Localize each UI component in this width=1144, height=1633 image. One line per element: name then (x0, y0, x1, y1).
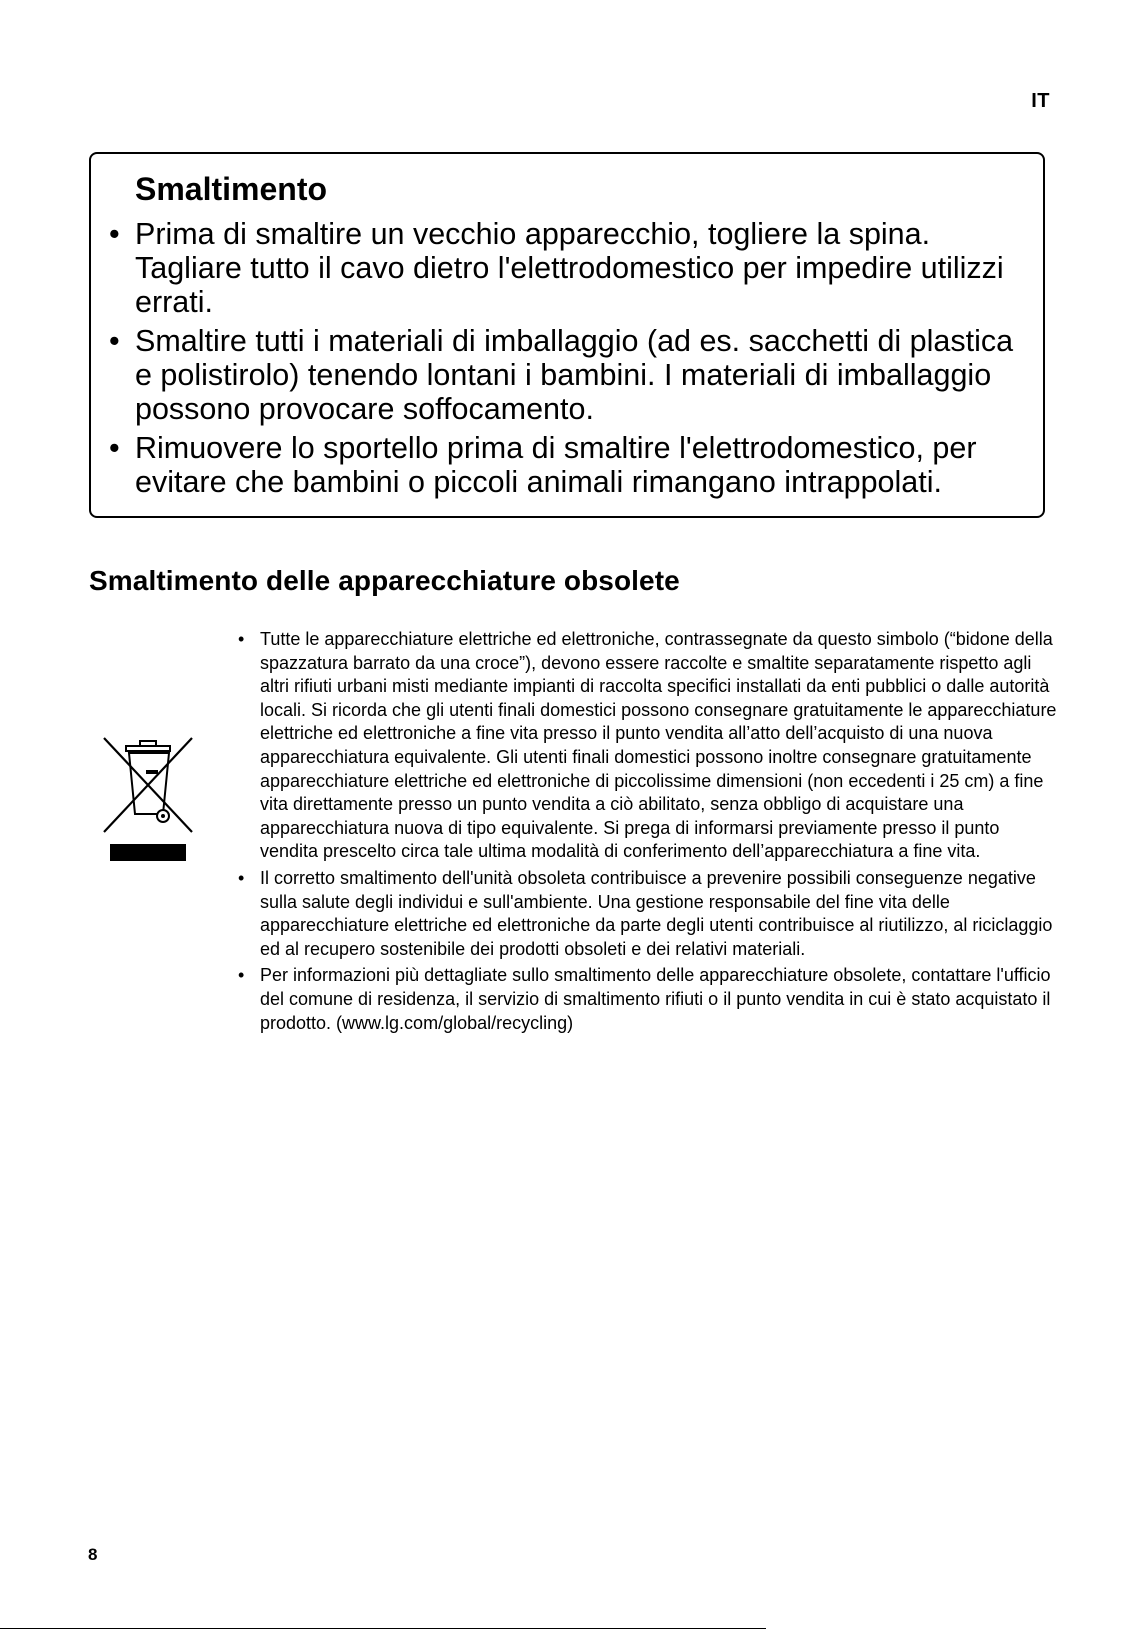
list-item (238, 867, 1058, 961)
bullet-icon: • (238, 867, 245, 888)
warning-item (103, 324, 1021, 426)
disposal-info-list (238, 628, 1058, 1038)
crossed-out-wheeled-bin-icon (102, 734, 194, 864)
list-item-text: Per informazioni più dettagliate sullo smaltimento delle apparecchiature obsolete, contattare l'ufficio del comune di residenza, il servizio di smaltimento rifiuti o il punto vendita in cui è stato acquistato il prodotto. (www.lg.com/global/recycling) (260, 965, 1051, 1033)
page-number: 8 (88, 1545, 98, 1564)
warning-item (103, 431, 1021, 499)
list-item (238, 964, 1058, 1035)
bullet-icon: • (109, 431, 120, 466)
list-item-text: Il corretto smaltimento dell'unità obsoleta contribuisce a prevenire possibili conseguenze negative sulla salute degli individui e sull'ambiente. Una gestione responsabile del fine vita delle apparecchiature elettriche ed elettroniche da parte degli utenti contribuisce al riutilizzo, al riciclaggio ed al recupero sostenibile dei prodotti obsoleti e dei relativi materiali. (260, 867, 1053, 959)
footer-rule (0, 1628, 766, 1629)
warning-item-text: Smaltire tutti i materiali di imballaggio (ad es. sacchetti di plastica e polistirolo) tenendo lontani i bambini. I materiali di imballaggio possono provocare soffocamento. (135, 324, 1014, 427)
warning-list (103, 217, 1021, 499)
bullet-icon: • (109, 217, 120, 252)
section-heading: Smaltimento delle apparecchiature obsolete (89, 565, 680, 596)
warning-item-text: Prima di smaltire un vecchio apparecchio, togliere la spina. Tagliare tutto il cavo dietro l'elettrodomestico per impedire utilizzi errati. (135, 217, 1004, 320)
language-tag: IT (1031, 90, 1050, 112)
warning-item-text: Rimuovere lo sportello prima di smaltire l'elettrodomestico, per evitare che bambini o piccoli animali rimangano intrappolati. (135, 431, 977, 500)
bullet-icon: • (109, 324, 120, 359)
disposal-warning-box (89, 152, 1045, 518)
bullet-icon: • (238, 629, 245, 649)
list-item (238, 628, 1058, 864)
warning-item (103, 217, 1021, 319)
warning-box-title: Smaltimento (135, 171, 328, 207)
bullet-icon: • (238, 965, 245, 986)
list-item-text: Tutte le apparecchiature elettriche ed elettroniche, contrassegnate da questo simbolo (“bidone della spazzatura barrato da una croce”), devono essere raccolte e smaltite separatamente rispetto agli altri rifiuti urbani misti mediante impianti di raccolta specifici installati da enti pubblici o dalle autorità locali. Si ricorda che gli utenti finali domestici possono consegnare gratuitamente le apparecchiature elettriche ed elettroniche a fine vita presso il punto vendita all’atto dell’acquisto di una nuova apparecchiatura equivalente. Gli utenti finali domestici possono inoltre consegnare gratuitamente apparecchiature elettriche ed elettroniche di piccolissime dimensioni (non eccedenti i 25 cm) a fine vita direttamente presso un punto vendita a ciò abilitato, senza obbligo di acquistare una apparecchiatura nuova di tipo equivalente. Si prega di informarsi previamente presso il punto vendita prescelto circa tale ultima modalità di conferimento dell’apparecchiatura a fine vita. (260, 629, 1057, 862)
